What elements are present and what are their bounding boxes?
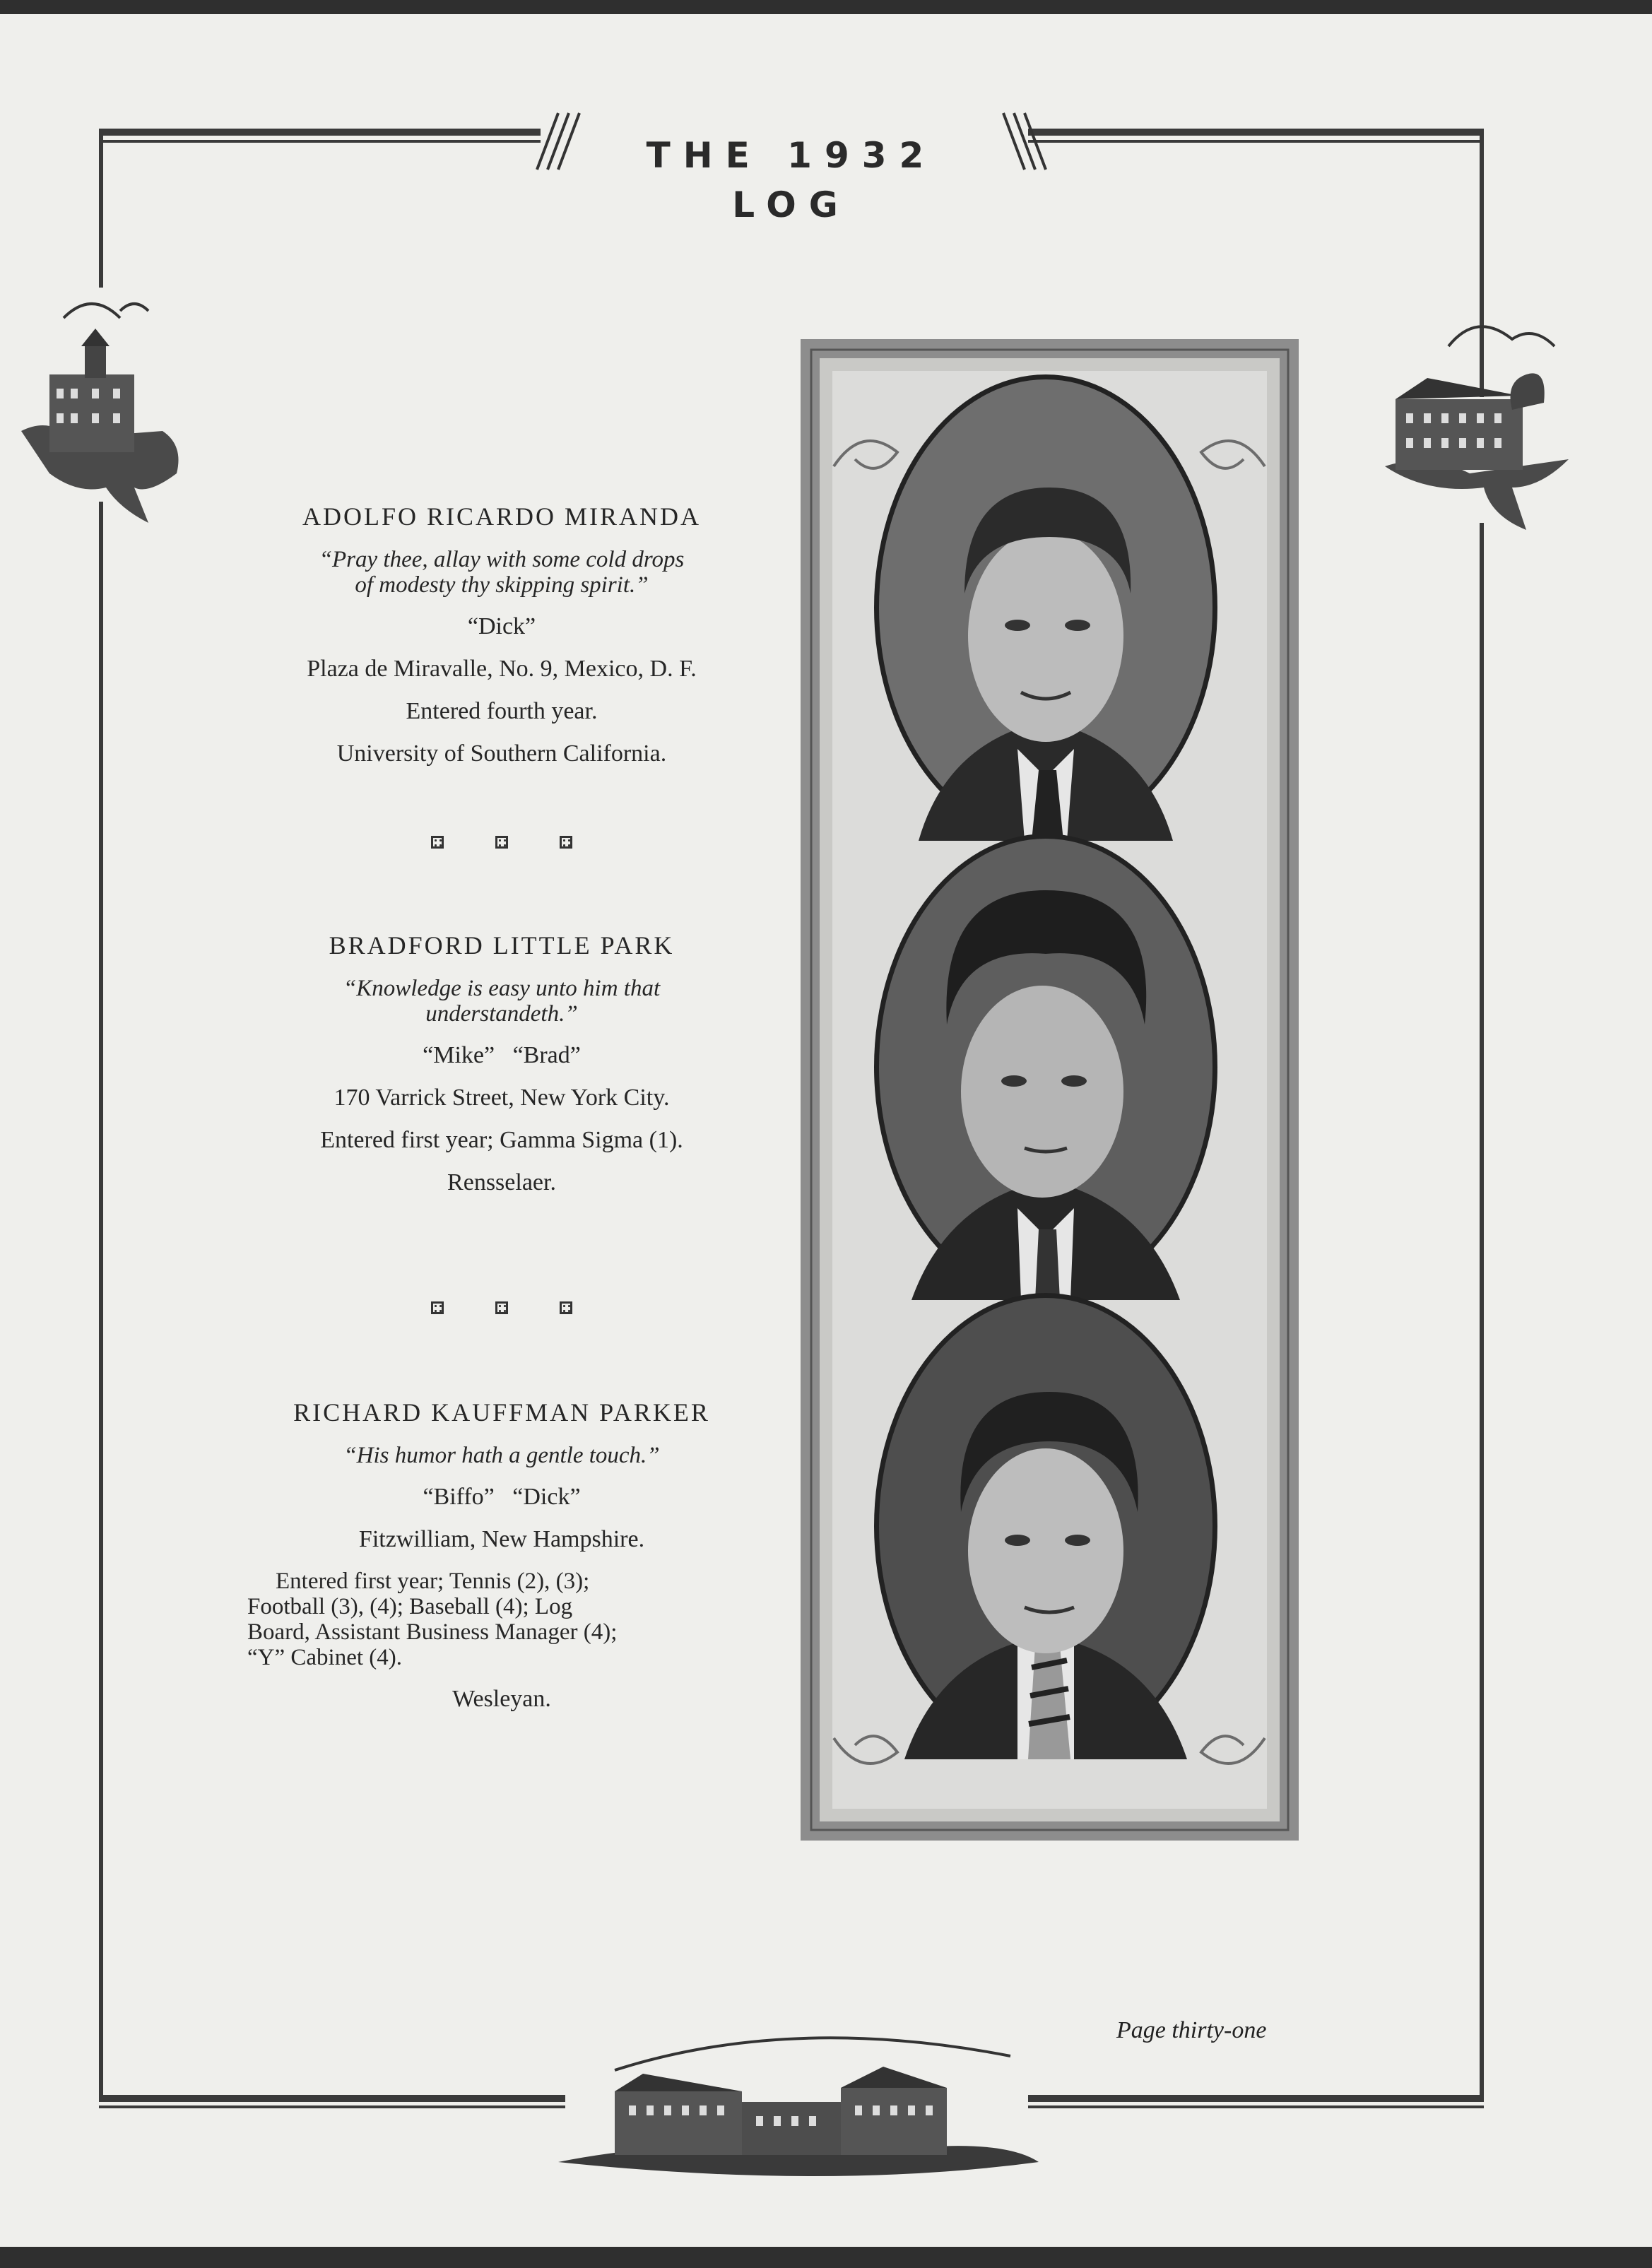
activities-line: “Y” Cabinet (4). xyxy=(247,1645,402,1670)
portrait-park xyxy=(874,834,1217,1300)
yearbook-page xyxy=(0,14,1652,2247)
quote-line: “Pray thee, allay with some cold drops xyxy=(319,547,685,572)
quote-line: “Knowledge is easy unto him that xyxy=(343,976,661,1001)
entry-nickname: “Mike” “Brad” xyxy=(423,1042,581,1068)
ornament-icon xyxy=(431,836,444,849)
portrait-parker xyxy=(874,1293,1217,1759)
entry-quote xyxy=(254,976,749,1027)
entry-quote xyxy=(254,547,749,598)
entry-miranda xyxy=(233,502,770,783)
entry-college: Rensselaer. xyxy=(447,1169,556,1195)
ornament-icon xyxy=(560,1301,572,1314)
entry-address: Plaza de Miravalle, No. 9, Mexico, D. F. xyxy=(307,656,697,682)
activities-line: Football (3), (4); Baseball (4); Log xyxy=(247,1594,573,1619)
entry-name: RICHARD KAUFFMAN PARKER xyxy=(293,1398,710,1427)
ornament-icon xyxy=(560,836,572,849)
quote-line: “His humor hath a gentle touch.” xyxy=(343,1443,660,1468)
quote-line: understandeth.” xyxy=(425,1001,578,1027)
entry-address: 170 Varrick Street, New York City. xyxy=(334,1085,670,1111)
bottom-campus-vignette xyxy=(558,2038,1039,2176)
entry-name: ADOLFO RICARDO MIRANDA xyxy=(302,502,702,531)
entry-address: Fitzwilliam, New Hampshire. xyxy=(358,1526,645,1552)
portrait-miranda xyxy=(874,374,1217,841)
left-building-vignette xyxy=(21,304,179,523)
entry-nickname: “Dick” xyxy=(467,613,536,639)
entry-entered: Entered first year; Gamma Sigma (1). xyxy=(320,1127,683,1153)
entry-activities xyxy=(233,1569,770,1670)
right-building-vignette xyxy=(1385,326,1569,530)
entry-name: BRADFORD LITTLE PARK xyxy=(329,931,675,959)
activities-line: Board, Assistant Business Manager (4); xyxy=(247,1619,618,1645)
separator-ornament xyxy=(431,836,572,849)
ornament-icon xyxy=(495,1301,508,1314)
activities-line: Entered first year; Tennis (2), (3); xyxy=(276,1569,590,1594)
entry-college: University of Southern California. xyxy=(336,740,667,767)
separator-ornament xyxy=(431,1301,572,1314)
page-header-title: THE 1932 LOG xyxy=(646,135,937,225)
entry-quote xyxy=(254,1443,749,1468)
quote-line: of modesty thy skipping spirit.” xyxy=(355,572,649,598)
entry-entered: Entered fourth year. xyxy=(406,698,598,724)
page-number: Page thirty-one xyxy=(1116,2017,1267,2043)
entry-college: Wesleyan. xyxy=(452,1686,551,1712)
entry-park xyxy=(233,931,770,1212)
ornament-icon xyxy=(431,1301,444,1314)
ornament-icon xyxy=(495,836,508,849)
entry-parker xyxy=(233,1398,770,1728)
entry-nickname: “Biffo” “Dick” xyxy=(423,1484,581,1510)
